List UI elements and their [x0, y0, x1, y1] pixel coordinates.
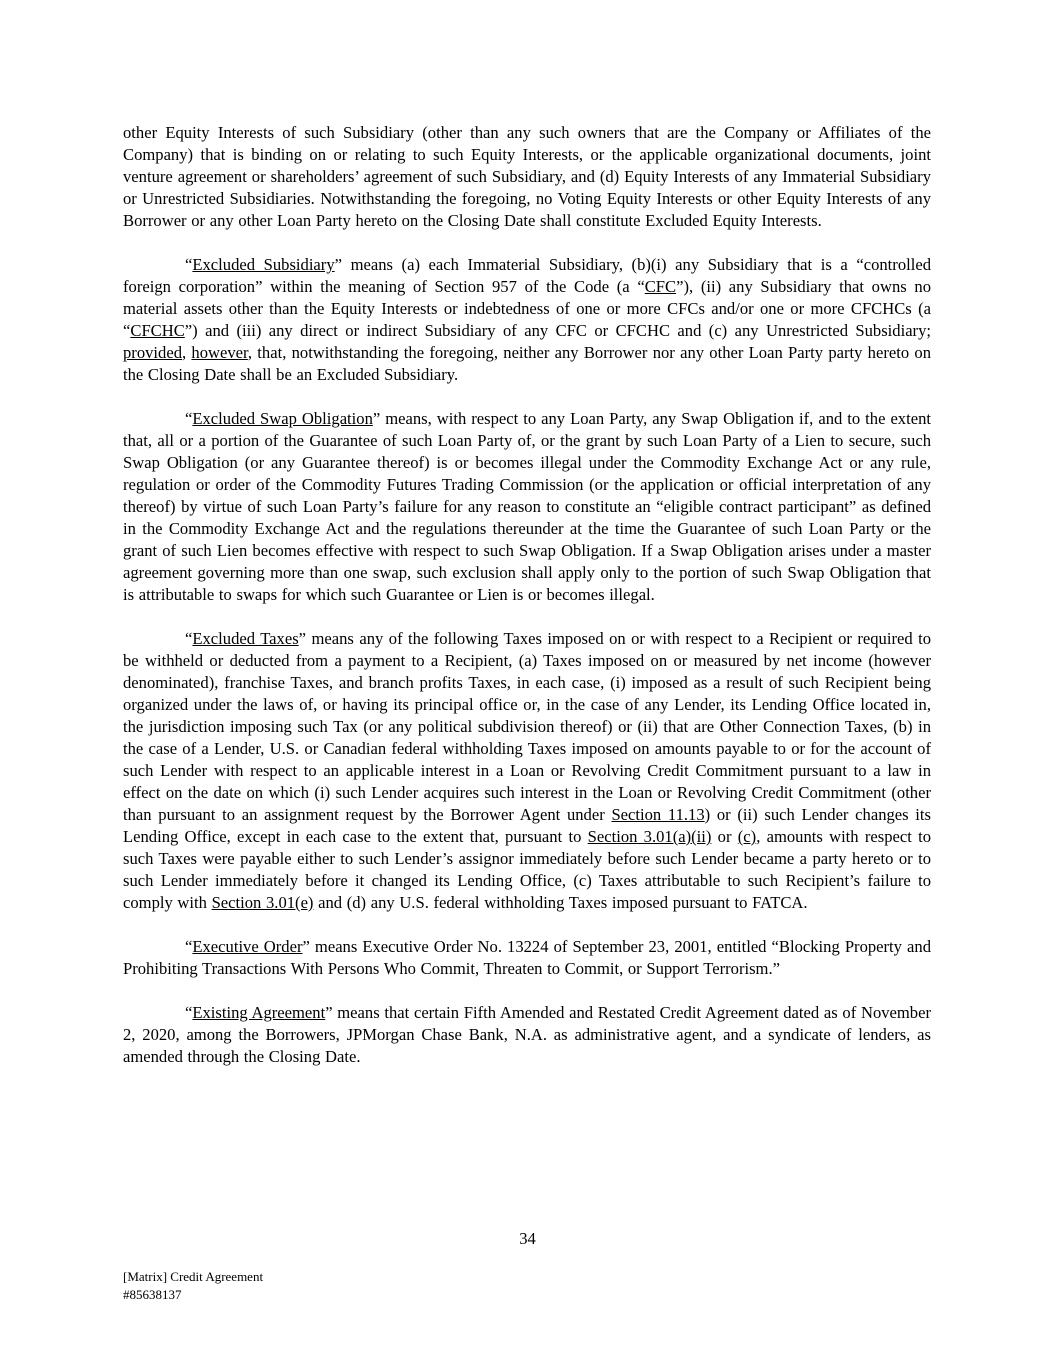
- footer-doc-id: #85638137: [123, 1287, 182, 1302]
- defined-term: Excluded Taxes: [192, 629, 299, 648]
- paragraph-text: ) or (ii) such Lender changes its Lending Office, except in each case to the extent that, pursuant to: [123, 805, 931, 846]
- paragraph-text: , that, notwithstanding the foregoing, neither any Borrower nor any other Loan Party party hereto on the Closing Date shall be an Excluded Subsidiary.: [123, 343, 931, 384]
- defined-term: CFC: [644, 277, 677, 296]
- paragraph-text: ” means Executive Order No. 13224 of September 23, 2001, entitled “Blocking Property and Prohibiting Transactions With Persons Who Commit, Threaten to Commit, or Support Terrorism.”: [123, 937, 931, 978]
- footer-doc-title: [Matrix] Credit Agreement: [123, 1269, 264, 1284]
- defined-term: Excluded Subsidiary: [192, 255, 335, 274]
- paragraph-text: ,: [182, 343, 192, 362]
- paragraph: [123, 1002, 931, 1068]
- document-footer: [123, 1268, 263, 1304]
- paragraph-text: “: [185, 1003, 193, 1022]
- paragraph-text: and (d) any U.S. federal withholding Taxes imposed pursuant to FATCA.: [313, 893, 808, 912]
- defined-term: however: [191, 343, 248, 362]
- defined-term: Executive Order: [192, 937, 303, 956]
- document-body: [123, 122, 931, 1090]
- paragraph-text: “: [185, 629, 193, 648]
- paragraph-text: ” means (a) each Immaterial Subsidiary, (b)(i) any Subsidiary that is a “controlled foreign corporation” within the meaning of Section 957 of the Code (a “: [123, 255, 931, 296]
- paragraph: [123, 936, 931, 980]
- paragraph: [123, 122, 931, 232]
- paragraph-text: ” means, with respect to any Loan Party, any Swap Obligation if, and to the extent that, all or a portion of the Guarantee of such Loan Party of, or the grant by such Loan Party of a Lien to secure, such Swap Obligation (or any Guarantee thereof) is or becomes illegal under the Commodity Exchange Act or any rule, regulation or order of the Commodity Futures Trading Commission (or the application or official interpretation of any thereof) by virtue of such Loan Party’s failure for any reason to constitute an “eligible contract participant” as defined in the Commodity Exchange Act and the regulations thereunder at the time the Guarantee of such Loan Party or the grant of such Lien becomes effective with respect to such Swap Obligation. If a Swap Obligation arises under a master agreement governing more than one swap, such exclusion shall apply only to the portion of such Swap Obligation that is attributable to swaps for which such Guarantee or Lien is or becomes illegal.: [123, 409, 931, 604]
- paragraph-text: ”), (ii) any Subsidiary that owns no material assets other than the Equity Interests or indebtedness of one or more CFCs and/or one or more CFCHCs (a “: [123, 277, 931, 340]
- defined-term: Section 11.13: [611, 805, 705, 824]
- paragraph-text: ” means that certain Fifth Amended and Restated Credit Agreement dated as of November 2, 2020, among the Borrowers, JPMorgan Chase Bank, N.A. as administrative agent, and a syndicate of lenders, as amended through the Closing Date.: [123, 1003, 931, 1066]
- defined-term: CFCHC: [130, 321, 185, 340]
- paragraph-text: ”) and (iii) any direct or indirect Subsidiary of any CFC or CFCHC and (c) any Unrestricted Subsidiary;: [184, 321, 931, 340]
- paragraph-text: or: [711, 827, 738, 846]
- paragraph: [123, 628, 931, 914]
- defined-term: Section 3.01(a)(ii): [587, 827, 712, 846]
- paragraph-text: “: [185, 937, 193, 956]
- paragraph-text: ” means any of the following Taxes imposed on or with respect to a Recipient or required to be withheld or deducted from a payment to a Recipient, (a) Taxes imposed on or measured by net income (however denominated), franchise Taxes, and branch profits Taxes, in each case, (i) imposed as a result of such Recipient being organized under the laws of, or having its principal office or, in the case of any Lender, its Lending Office located in, the jurisdiction imposing such Tax (or any political subdivision thereof) or (ii) that are Other Connection Taxes, (b) in the case of a Lender, U.S. or Canadian federal withholding Taxes imposed on amounts payable to or for the account of such Lender with respect to an applicable interest in a Loan or Revolving Credit Commitment pursuant to a law in effect on the date on which (i) such Lender acquires such interest in the Loan or Revolving Credit Commitment (other than pursuant to an assignment request by the Borrower Agent under: [123, 629, 932, 824]
- paragraph-text: “: [185, 409, 193, 428]
- page-number: 34: [519, 1229, 536, 1248]
- paragraph-text: other Equity Interests of such Subsidiary (other than any such owners that are the Company or Affiliates of the Company) that is binding on or relating to such Equity Interests, or the applicable organizational documents, joint venture agreement or shareholders’ agreement of such Subsidiary, and (d) Equity Interests of any Immaterial Subsidiary or Unrestricted Subsidiaries. Notwithstanding the foregoing, no Voting Equity Interests or other Equity Interests of any Borrower or any other Loan Party hereto on the Closing Date shall constitute Excluded Equity Interests.: [123, 123, 931, 230]
- defined-term: Existing Agreement: [192, 1003, 326, 1022]
- paragraph: [123, 408, 931, 606]
- defined-term: Excluded Swap Obligation: [192, 409, 373, 428]
- defined-term: provided: [123, 343, 182, 362]
- defined-term: (c): [737, 827, 757, 846]
- defined-term: Section 3.01(e): [211, 893, 314, 912]
- paragraph: [123, 254, 931, 386]
- paragraph-text: , amounts with respect to such Taxes were payable either to such Lender’s assignor immediately before such Lender became a party hereto or to such Lender immediately before it changed its Lending Office, (c) Taxes attributable to such Recipient’s failure to comply with: [123, 827, 932, 912]
- paragraph-text: “: [185, 255, 193, 274]
